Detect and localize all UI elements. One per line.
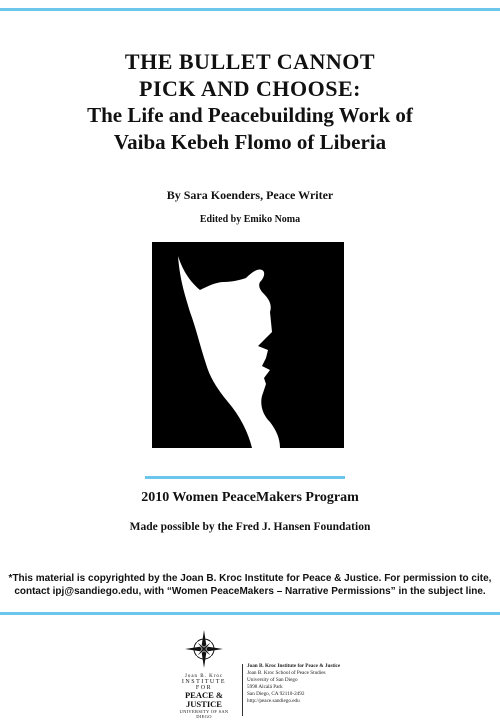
logo-text-4: UNIVERSITY OF SAN DIEGO [179, 709, 229, 719]
section-divider [145, 476, 345, 479]
title-line-2: PICK AND CHOOSE: [139, 76, 361, 101]
institute-logo [174, 630, 234, 718]
address-line: University of San Diego [247, 677, 298, 684]
program-name: 2010 Women PeaceMakers Program [141, 490, 359, 505]
address-line: http://peace.sandiego.edu [247, 698, 300, 705]
compass-star-icon [185, 630, 223, 672]
bottom-rule [0, 612, 500, 615]
address-line: Joan B. Kroc Institute for Peace & Justice [247, 663, 341, 669]
logo-text-1: Joan B. Kroc [184, 674, 224, 679]
institute-address [247, 663, 340, 706]
footer-divider [242, 664, 243, 716]
subtitle-line-1: The Life and Peacebuilding Work of [87, 103, 413, 127]
top-rule [0, 8, 500, 11]
logo-text-3: PEACE & JUSTICE [184, 690, 223, 709]
dove-face-illustration [152, 242, 344, 448]
address-line: 5998 Alcalá Park [247, 684, 283, 691]
dove-profile-icon [152, 242, 344, 448]
copyright-notice: *This material is copyrighted by the Joan B. Kroc Institute for Peace & Justice. For permission to cite, contact ipj@sandiego.edu, with “Women PeaceMakers – Narrative Permissions” in the subject line. [8, 573, 492, 597]
address-line: San Diego, CA 92110-2492 [247, 691, 305, 698]
subtitle-line-2: Vaiba Kebeh Flomo of Liberia [113, 130, 387, 154]
address-line: Joan B. Kroc School of Peace Studies [247, 670, 326, 677]
author-byline: By Sara Koenders, Peace Writer [166, 188, 334, 202]
logo-text-2: INSTITUTE FOR [181, 679, 227, 691]
title-line-1: THE BULLET CANNOT [124, 49, 376, 74]
funder-credit: Made possible by the Fred J. Hansen Foundation [129, 521, 371, 533]
document-title [0, 48, 500, 156]
editor-credit: Edited by Emiko Noma [199, 214, 301, 225]
